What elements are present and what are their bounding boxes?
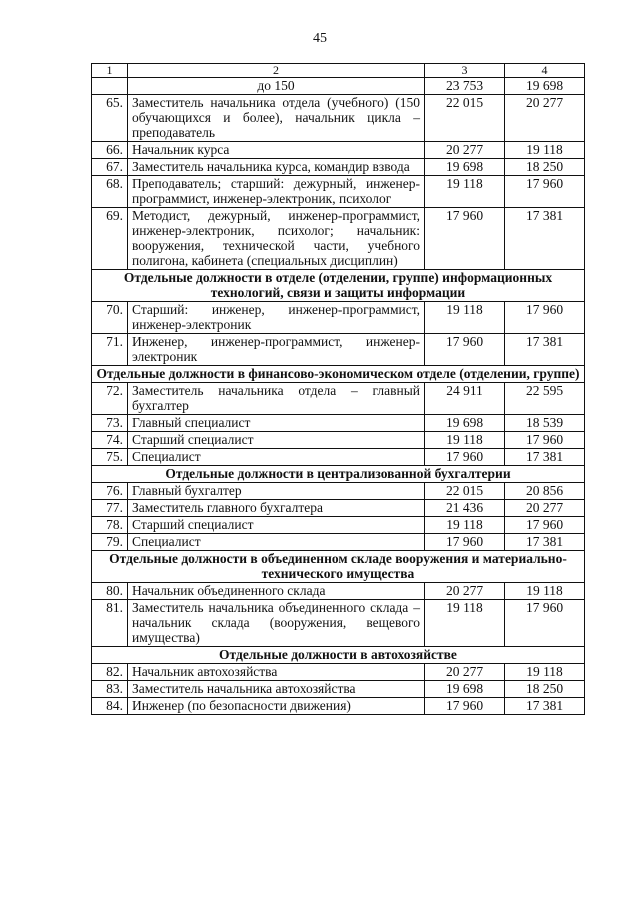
table-row [92, 583, 585, 600]
salary-value-col4: 18 250 [505, 681, 585, 698]
column-number-3: 3 [425, 64, 505, 78]
position-title: Начальник автохозяйства [128, 664, 425, 681]
salary-value-col3: 19 118 [425, 432, 505, 449]
position-title: Начальник курса [128, 142, 425, 159]
salary-value-col4: 17 960 [505, 176, 585, 208]
row-number: 73. [92, 415, 128, 432]
row-number: 75. [92, 449, 128, 466]
salary-value-col4: 18 539 [505, 415, 585, 432]
salary-value-col3: 20 277 [425, 583, 505, 600]
table-row [92, 383, 585, 415]
salary-value-col4: 17 381 [505, 208, 585, 270]
position-title: Заместитель начальника объединенного склада – начальник склада (вооружения, вещевого имущества) [128, 600, 425, 647]
salary-value-col4: 17 960 [505, 600, 585, 647]
row-number: 82. [92, 664, 128, 681]
salary-value-col4: 20 856 [505, 483, 585, 500]
position-title: Начальник объединенного склада [128, 583, 425, 600]
salary-value-col3: 19 118 [425, 600, 505, 647]
section-heading: Отдельные должности в централизованной бухгалтерии [92, 466, 585, 483]
table-row [92, 483, 585, 500]
position-title: Инженер (по безопасности движения) [128, 698, 425, 715]
salary-value-col4: 17 381 [505, 698, 585, 715]
table-row [92, 449, 585, 466]
row-number: 72. [92, 383, 128, 415]
row-number: 65. [92, 95, 128, 142]
row-number: 78. [92, 517, 128, 534]
position-title: Старший специалист [128, 517, 425, 534]
position-title: Заместитель начальника отдела – главный бухгалтер [128, 383, 425, 415]
page-number: 45 [313, 31, 327, 46]
salary-value-col3: 17 960 [425, 208, 505, 270]
table-row [92, 664, 585, 681]
salary-value-col3: 21 436 [425, 500, 505, 517]
position-title: Главный бухгалтер [128, 483, 425, 500]
salary-value-col3: 19 698 [425, 681, 505, 698]
section-heading-row [92, 551, 585, 583]
row-number: 71. [92, 334, 128, 366]
section-heading: Отдельные должности в финансово-экономическом отделе (отделении, группе) [92, 366, 585, 383]
salary-value-col3: 19 118 [425, 176, 505, 208]
salary-value-col3: 17 960 [425, 698, 505, 715]
salary-value-col4: 17 381 [505, 534, 585, 551]
position-title: Заместитель начальника отдела (учебного) (150 обучающихся и более), начальник цикла – преподаватель [128, 95, 425, 142]
salary-value-col4: 19 118 [505, 142, 585, 159]
salary-value-col3: 23 753 [425, 78, 505, 95]
table-row [92, 159, 585, 176]
row-number: 77. [92, 500, 128, 517]
row-number: 66. [92, 142, 128, 159]
table-row [92, 334, 585, 366]
position-title: Заместитель начальника автохозяйства [128, 681, 425, 698]
section-heading-row [92, 270, 585, 302]
section-heading: Отдельные должности в автохозяйстве [92, 647, 585, 664]
position-title: Заместитель начальника курса, командир взвода [128, 159, 425, 176]
position-title: Инженер, инженер-программист, инженер-электроник [128, 334, 425, 366]
salary-table [91, 63, 585, 715]
section-heading-row [92, 466, 585, 483]
row-number: 80. [92, 583, 128, 600]
column-number-4: 4 [505, 64, 585, 78]
row-number: 81. [92, 600, 128, 647]
row-number: 74. [92, 432, 128, 449]
position-title: Заместитель главного бухгалтера [128, 500, 425, 517]
row-number: 68. [92, 176, 128, 208]
salary-value-col4: 19 698 [505, 78, 585, 95]
row-number: 84. [92, 698, 128, 715]
salary-value-col4: 17 381 [505, 449, 585, 466]
section-heading-row [92, 366, 585, 383]
salary-value-col3: 22 015 [425, 483, 505, 500]
table-row [92, 500, 585, 517]
table-row [92, 681, 585, 698]
section-heading-row [92, 647, 585, 664]
salary-value-col3: 17 960 [425, 449, 505, 466]
table-row [92, 208, 585, 270]
salary-value-col3: 19 118 [425, 302, 505, 334]
salary-value-col4: 17 381 [505, 334, 585, 366]
row-number [92, 78, 128, 95]
salary-value-col3: 20 277 [425, 664, 505, 681]
section-heading: Отдельные должности в объединенном складе вооружения и материально-технического имущества [92, 551, 585, 583]
row-number: 70. [92, 302, 128, 334]
row-number: 76. [92, 483, 128, 500]
column-number-row [92, 64, 585, 78]
table-row [92, 302, 585, 334]
column-number-1: 1 [92, 64, 128, 78]
table-row [92, 78, 585, 95]
row-number: 67. [92, 159, 128, 176]
position-title: до 150 [128, 78, 425, 95]
salary-value-col4: 22 595 [505, 383, 585, 415]
row-number: 79. [92, 534, 128, 551]
table-row [92, 517, 585, 534]
table-row [92, 142, 585, 159]
table-row [92, 534, 585, 551]
salary-value-col3: 19 698 [425, 415, 505, 432]
column-number-2: 2 [128, 64, 425, 78]
salary-value-col4: 17 960 [505, 302, 585, 334]
salary-value-col4: 18 250 [505, 159, 585, 176]
salary-value-col4: 17 960 [505, 432, 585, 449]
position-title: Специалист [128, 534, 425, 551]
position-title: Специалист [128, 449, 425, 466]
salary-value-col3: 22 015 [425, 95, 505, 142]
salary-value-col4: 20 277 [505, 95, 585, 142]
table-row [92, 95, 585, 142]
salary-value-col3: 19 698 [425, 159, 505, 176]
row-number: 83. [92, 681, 128, 698]
table-row [92, 432, 585, 449]
position-title: Старший специалист [128, 432, 425, 449]
position-title: Методист, дежурный, инженер-программист, инженер-электроник, психолог; начальник: вооружения, технической части, учебного полигона, кабинета (специальных дисциплин) [128, 208, 425, 270]
salary-table-body [92, 64, 585, 715]
table-row [92, 176, 585, 208]
salary-value-col3: 19 118 [425, 517, 505, 534]
position-title: Старший: инженер, инженер-программист, инженер-электроник [128, 302, 425, 334]
position-title: Главный специалист [128, 415, 425, 432]
table-row [92, 415, 585, 432]
salary-value-col4: 19 118 [505, 664, 585, 681]
salary-value-col4: 19 118 [505, 583, 585, 600]
salary-value-col3: 24 911 [425, 383, 505, 415]
salary-value-col4: 17 960 [505, 517, 585, 534]
position-title: Преподаватель; старший: дежурный, инженер-программист, инженер-электроник, психолог [128, 176, 425, 208]
table-row [92, 600, 585, 647]
table-row [92, 698, 585, 715]
salary-value-col3: 17 960 [425, 334, 505, 366]
salary-value-col4: 20 277 [505, 500, 585, 517]
salary-value-col3: 20 277 [425, 142, 505, 159]
section-heading: Отдельные должности в отделе (отделении, группе) информационных технологий, связи и защиты информации [92, 270, 585, 302]
row-number: 69. [92, 208, 128, 270]
salary-value-col3: 17 960 [425, 534, 505, 551]
